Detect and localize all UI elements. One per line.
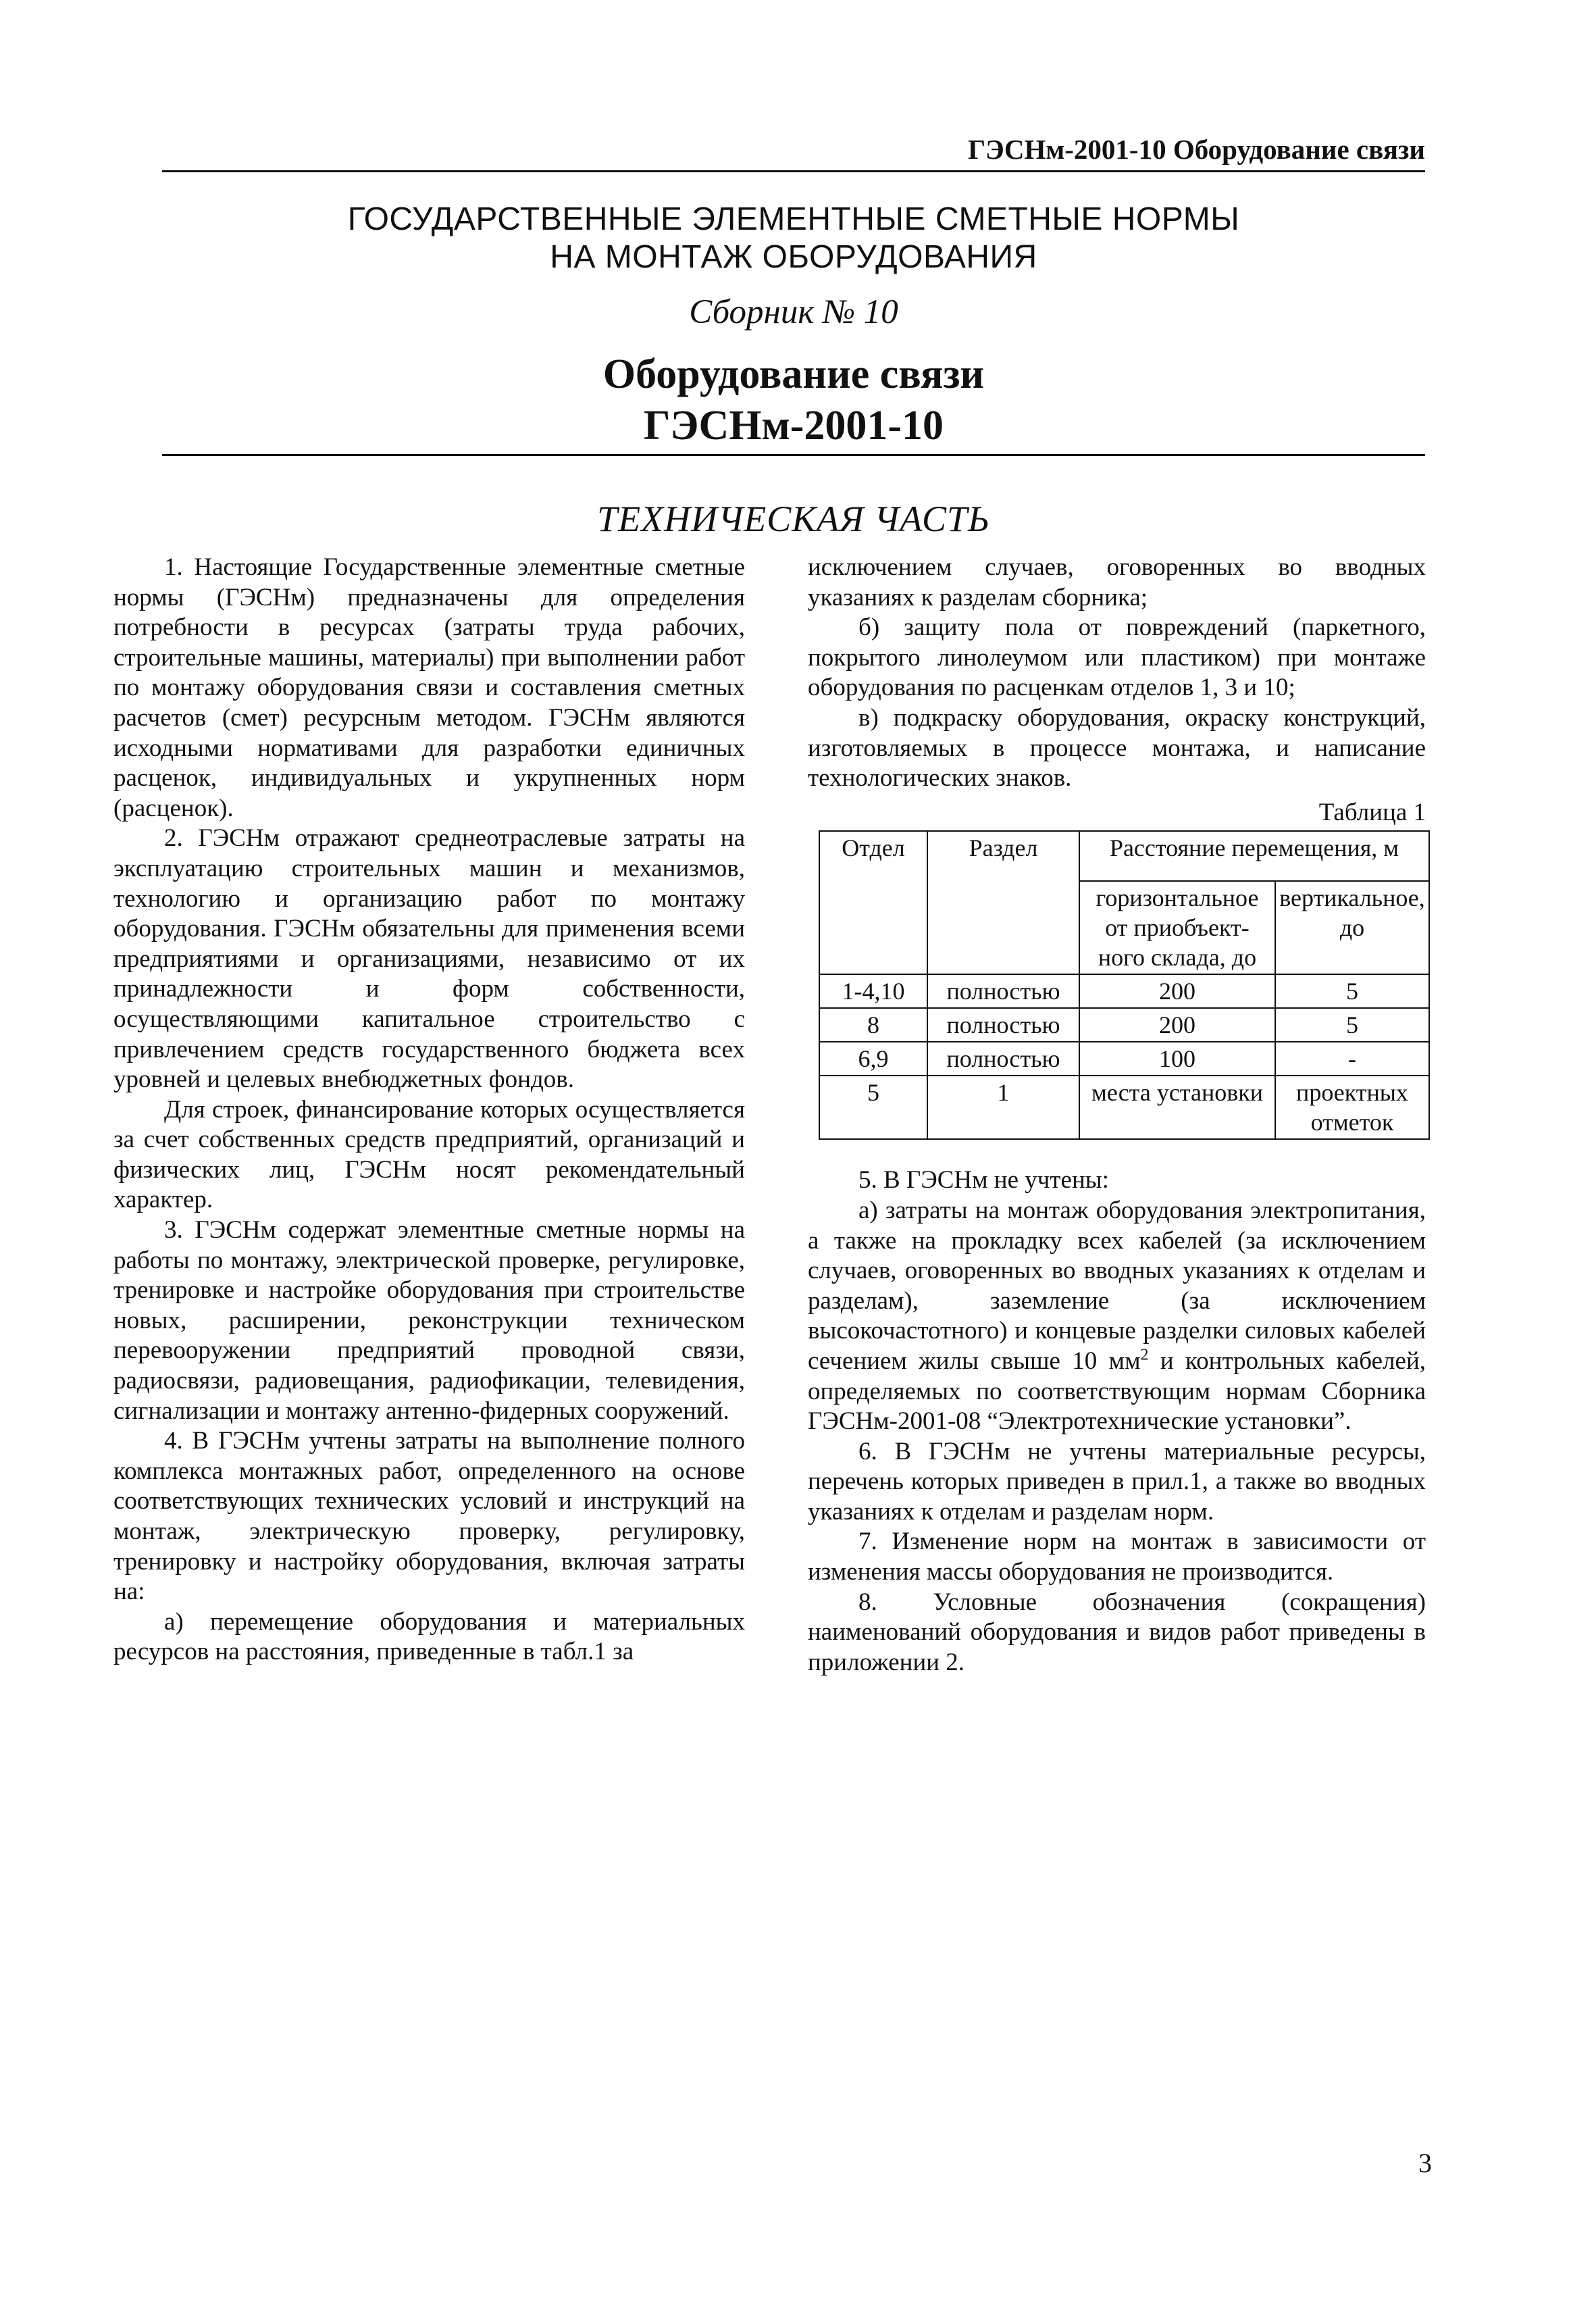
paragraph-2: 2. ГЭСНм отражают среднеотраслевые затраты на эксплуатацию строительных машин и механизмов, технологию и организацию работ по монтажу оборудования. ГЭСНм обязательны для применения всеми предприятиями и организациями, независимо от их принадлежности и форм собственности, осуществляющими капитальное строительство с привлечением средств государственного бюджета всех уровней и целевых внебюджетных фондов.	[113, 824, 745, 1094]
left-column	[113, 553, 745, 1667]
paragraph-5a-text: а) затраты на монтаж оборудования электропитания, а также на прокладку всех кабелей (за исключением случаев, оговоренных во вводных указаниях к отделам и разделам), заземление (за исключением высокочастотного) и концевые разделки силовых кабелей сечением жилы свыше 10 мм	[808, 1196, 1426, 1375]
cell-horizontal: 100	[1079, 1042, 1275, 1076]
document-code: ГЭСНм-2001-10	[643, 403, 944, 449]
paragraph-5a-text-end: и контрольных кабелей, определяемых по соответствующим нормам Сборника ГЭСНм-2001-08 “Электротехнические установки”.	[808, 1347, 1426, 1436]
cell-section: полностью	[927, 1008, 1079, 1042]
table-caption: Таблица 1	[1318, 798, 1426, 826]
paragraph-3: 3. ГЭСНм содержат элементные сметные нормы на работы по монтажу, электрической проверке, регулировке, тренировке и настройке оборудования при строительстве новых, расширении, реконструкции техническом перевооружении предприятий проводной связи, радиосвязи, радиовещания, радиофикации, телевидения, сигнализации и монтажу антенно-фидерных сооружений.	[113, 1216, 745, 1425]
table-header-row	[819, 831, 1429, 881]
cell-section: полностью	[927, 974, 1079, 1008]
cell-vertical: проектных отметок	[1275, 1076, 1429, 1139]
paragraph-7: 7. Изменение норм на монтаж в зависимости от изменения массы оборудования не производится.	[808, 1528, 1426, 1586]
title-line-1: ГОСУДАРСТВЕННЫЕ ЭЛЕМЕНТНЫЕ СМЕТНЫЕ НОРМЫ	[347, 201, 1240, 237]
paragraph-5: 5. В ГЭСНм не учтены:	[858, 1166, 1109, 1194]
superscript-2: 2	[1140, 1346, 1149, 1364]
title-rule	[162, 454, 1425, 456]
paragraph-4a-cont: исключением случаев, оговоренных во вводных указаниях к разделам сборника;	[808, 553, 1426, 611]
cell-dept: 6,9	[819, 1042, 927, 1076]
paragraph-6: 6. В ГЭСНм не учтены материальные ресурсы, перечень которых приведен в прил.1, а также во вводных указаниях к отделам и разделам норм.	[808, 1437, 1426, 1526]
header-distance: Расстояние перемещения, м	[1079, 831, 1429, 881]
collection-number: Сборник № 10	[689, 293, 898, 331]
cell-section: 1	[927, 1076, 1079, 1139]
section-heading: ТЕХНИЧЕСКАЯ ЧАСТЬ	[597, 499, 990, 539]
paragraph-8: 8. Условные обозначения (сокращения) наименований оборудования и видов работ приведены в приложении 2.	[808, 1588, 1426, 1676]
page-number: 3	[1418, 2148, 1432, 2178]
distance-table	[819, 830, 1430, 1140]
right-column	[808, 553, 1426, 1678]
cell-vertical: -	[1275, 1042, 1429, 1076]
header-horizontal: горизонтальное от приобъект-ного склада, до	[1079, 881, 1275, 974]
paragraph-2-note: Для строек, финансирование которых осуществляется за счет собственных средств предприятий, организаций и физических лиц, ГЭСНм носят рекомендательный характер.	[113, 1095, 745, 1214]
cell-vertical: 5	[1275, 974, 1429, 1008]
table-row	[819, 1042, 1429, 1076]
paragraph-4c: в) подкраску оборудования, окраску конструкций, изготовляемых в процессе монтажа, и написание технологических знаков.	[808, 703, 1426, 793]
table-row	[819, 1008, 1429, 1042]
cell-horizontal: 200	[1079, 1008, 1275, 1042]
cell-horizontal: места установки	[1079, 1076, 1275, 1139]
table-row	[819, 1076, 1429, 1139]
cell-horizontal: 200	[1079, 974, 1275, 1008]
cell-dept: 1-4,10	[819, 974, 927, 1008]
cell-dept: 8	[819, 1008, 927, 1042]
header-vertical: вертикальное, до	[1275, 881, 1429, 974]
paragraph-4a: а) перемещение оборудования и материальных ресурсов на расстояния, приведенные в табл.1 за	[113, 1607, 745, 1666]
title-line-2: НА МОНТАЖ ОБОРУДОВАНИЯ	[550, 239, 1037, 275]
paragraph-1: 1. Настоящие Государственные элементные сметные нормы (ГЭСНм) предназначены для определения потребности в ресурсах (затраты труда рабочих, строительные машины, материалы) при выполнении работ по монтажу оборудования связи и составления сметных расчетов (смет) ресурсным методом. ГЭСНм являются исходными нормативами для разработки единичных расценок, индивидуальных и укрупненных норм (расценок).	[113, 553, 745, 822]
paragraph-4: 4. В ГЭСНм учтены затраты на выполнение полного комплекса монтажных работ, определенного на основе соответствующих технических условий и инструкций на монтаж, электрическую проверку, регулировку, тренировку и настройку оборудования, включая затраты на:	[113, 1427, 745, 1606]
cell-vertical: 5	[1275, 1008, 1429, 1042]
cell-dept: 5	[819, 1076, 927, 1139]
paragraph-4b: б) защиту пола от повреждений (паркетного, покрытого линолеумом или пластиком) при монтаже оборудования по расценкам отделов 1, 3 и 10;	[808, 613, 1426, 702]
header-dept: Отдел	[819, 831, 927, 974]
running-header: ГЭСНм-2001-10 Оборудование связи	[967, 134, 1425, 165]
document-name: Оборудование связи	[602, 351, 985, 397]
header-rule	[162, 170, 1425, 172]
header-section: Раздел	[927, 831, 1079, 974]
table-row	[819, 974, 1429, 1008]
paragraph-5a	[808, 1196, 1426, 1437]
cell-section: полностью	[927, 1042, 1079, 1076]
